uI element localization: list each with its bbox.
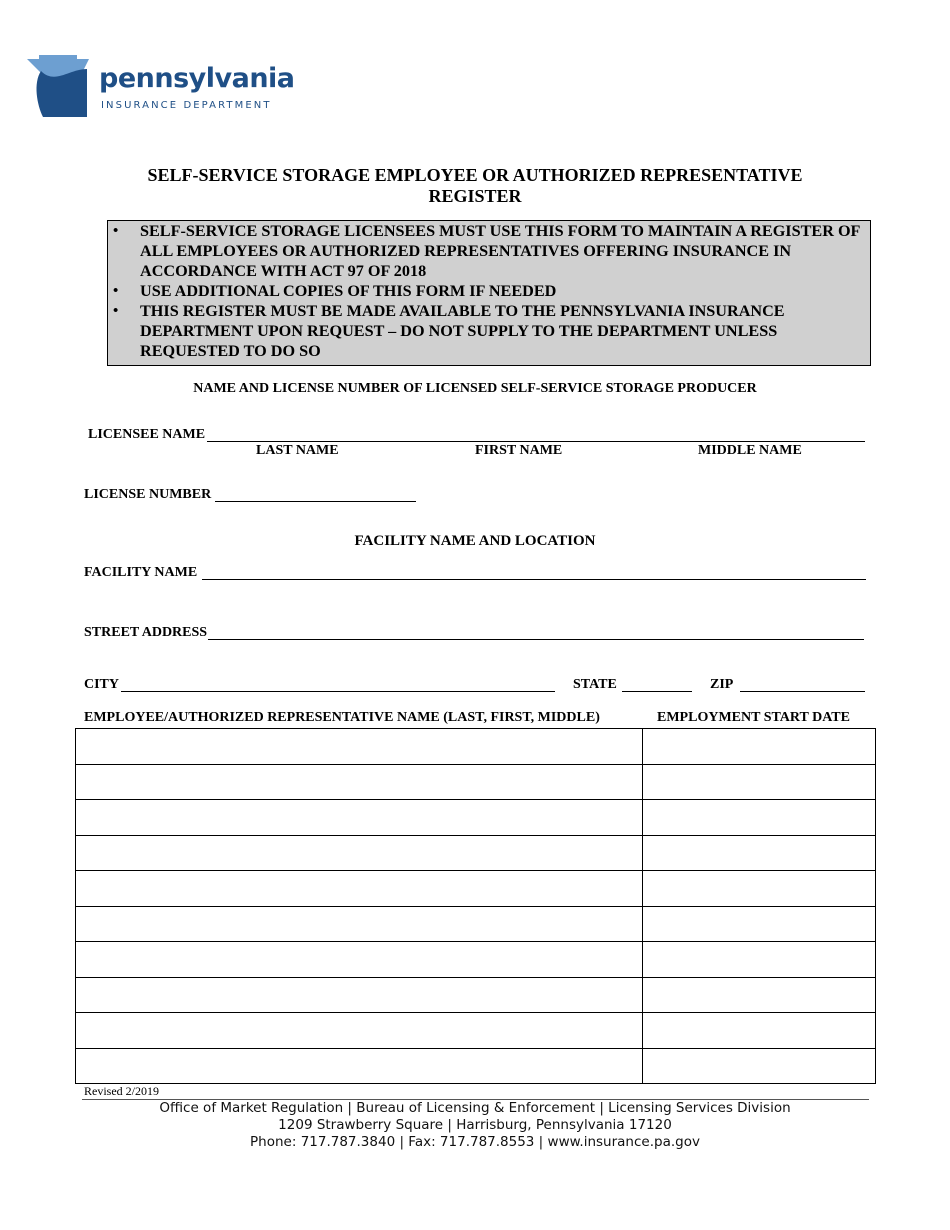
footer-contact: Phone: 717.787.3840 | Fax: 717.787.8553 | www.insurance.pa.gov [250,1134,700,1150]
start-date-cell[interactable] [643,906,876,942]
facility-name-field[interactable] [202,579,866,580]
table-row [76,1048,876,1084]
employee-name-cell[interactable] [76,1013,643,1049]
col-start-date-header: EMPLOYMENT START DATE [657,710,850,725]
state-label: STATE [573,677,617,692]
table-row [76,1013,876,1049]
employee-name-cell[interactable] [76,906,643,942]
table-row [76,729,876,765]
start-date-cell[interactable] [643,729,876,765]
form-title-line2: REGISTER [428,186,522,206]
employee-name-cell[interactable] [76,942,643,978]
state-field[interactable] [622,691,692,692]
table-row [76,835,876,871]
facility-name-label: FACILITY NAME [84,565,198,580]
license-number-field[interactable] [215,501,416,502]
revision-date: Revised 2/2019 [84,1084,159,1098]
start-date-cell[interactable] [643,942,876,978]
logo-subtitle: INSURANCE DEPARTMENT [101,100,272,111]
start-date-cell[interactable] [643,871,876,907]
start-date-cell[interactable] [643,977,876,1013]
instruction-item: • SELF-SERVICE STORAGE LICENSEES MUST USE THIS FORM TO MAINTAIN A REGISTER OF ALL EMPLOYEES OR AUTHORIZED REPRESENTATIVES OFFERING INSURANCE IN ACCORDANCE WITH ACT 97 OF 2018 [108,221,870,281]
city-label: CITY [84,677,120,692]
instruction-item: • THIS REGISTER MUST BE MADE AVAILABLE TO THE PENNSYLVANIA INSURANCE DEPARTMENT UPON REQUEST – DO NOT SUPPLY TO THE DEPARTMENT UNLESS REQUESTED TO DO SO [108,301,870,361]
employee-name-cell[interactable] [76,835,643,871]
footer-address: 1209 Strawberry Square | Harrisburg, Pennsylvania 17120 [278,1117,672,1133]
register-table [75,728,876,1084]
employee-name-cell[interactable] [76,871,643,907]
pa-insurance-logo [27,55,295,120]
keystone-icon [27,55,93,119]
table-row [76,800,876,836]
street-address-field[interactable] [208,639,864,640]
employee-name-cell[interactable] [76,800,643,836]
facility-section-heading: FACILITY NAME AND LOCATION [354,533,596,549]
table-row [76,906,876,942]
form-title [0,165,950,207]
footer [0,1100,950,1151]
start-date-cell[interactable] [643,764,876,800]
start-date-cell[interactable] [643,1048,876,1084]
employee-name-cell[interactable] [76,1048,643,1084]
table-row [76,977,876,1013]
table-row [76,871,876,907]
col-name-header: EMPLOYEE/AUTHORIZED REPRESENTATIVE NAME (LAST, FIRST, MIDDLE) [84,710,600,725]
city-field[interactable] [121,691,555,692]
start-date-cell[interactable] [643,1013,876,1049]
start-date-cell[interactable] [643,835,876,871]
licensee-name-field[interactable] [207,441,865,442]
employee-name-cell[interactable] [76,977,643,1013]
instructions-box [107,220,871,366]
logo-wordmark: pennsylvania [99,63,295,94]
start-date-cell[interactable] [643,800,876,836]
licensee-name-label: LICENSEE NAME [88,427,206,442]
instruction-item: • USE ADDITIONAL COPIES OF THIS FORM IF NEEDED [108,281,870,301]
table-row [76,942,876,978]
middle-name-label: MIDDLE NAME [698,443,802,458]
employee-name-cell[interactable] [76,764,643,800]
employee-name-cell[interactable] [76,729,643,765]
form-title-line1: SELF-SERVICE STORAGE EMPLOYEE OR AUTHORIZED REPRESENTATIVE [147,165,803,185]
table-row [76,764,876,800]
first-name-label: FIRST NAME [475,443,563,458]
last-name-label: LAST NAME [256,443,339,458]
street-address-label: STREET ADDRESS [84,625,208,640]
producer-section-heading: NAME AND LICENSE NUMBER OF LICENSED SELF-SERVICE STORAGE PRODUCER [193,381,757,396]
footer-office: Office of Market Regulation | Bureau of Licensing & Enforcement | Licensing Services Division [159,1100,791,1116]
zip-label: ZIP [710,677,734,692]
license-number-label: LICENSE NUMBER [84,487,212,502]
zip-field[interactable] [740,691,865,692]
